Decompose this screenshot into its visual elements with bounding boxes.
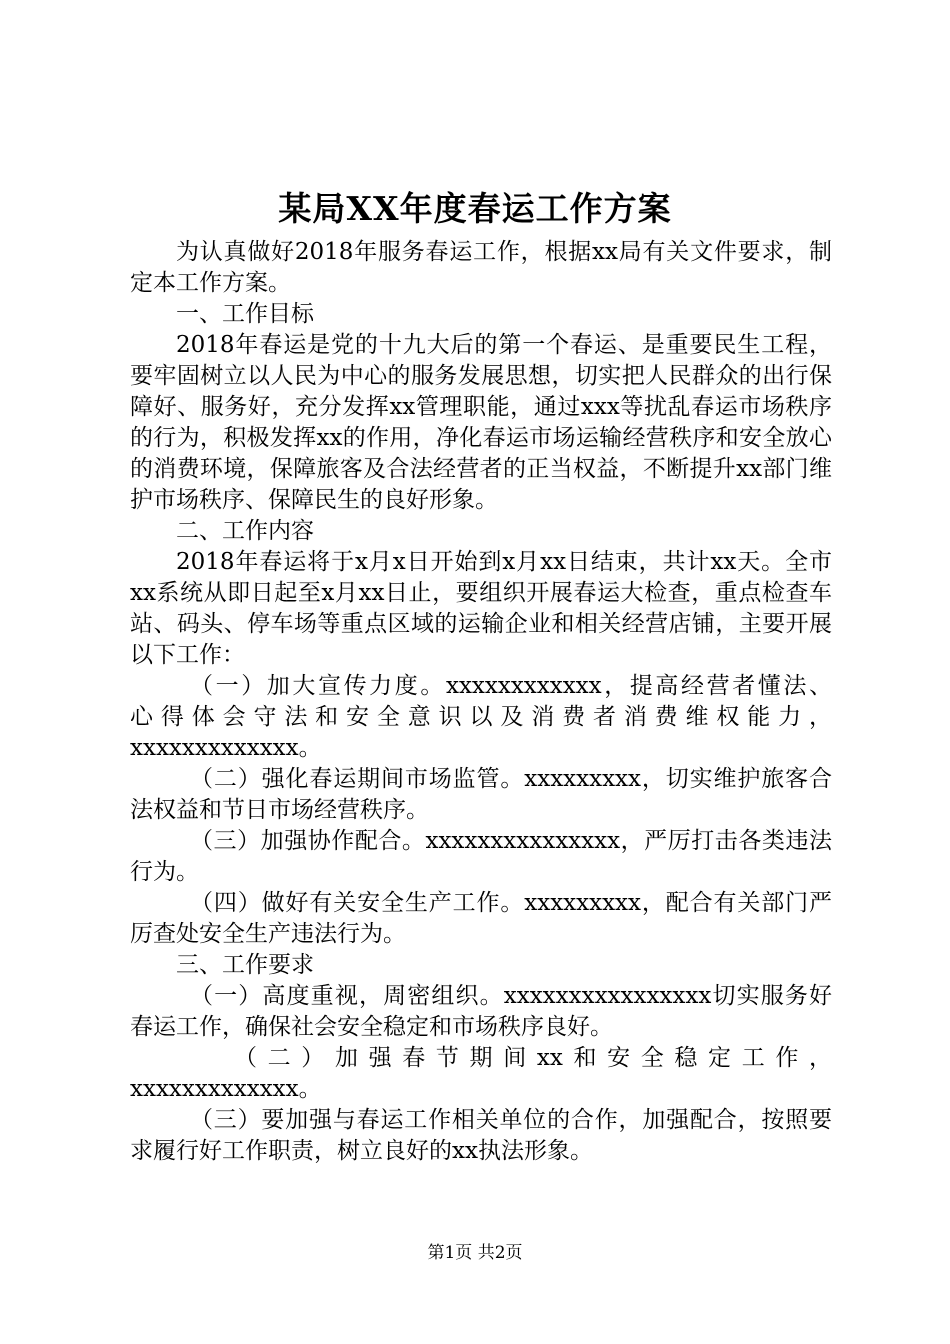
intro-paragraph: 为认真做好2018年服务春运工作，根据xx局有关文件要求，制定本工作方案。 xyxy=(130,239,832,296)
document-title: 某局XX年度春运工作方案 xyxy=(278,189,672,228)
goals-paragraph: 2018年春运是党的十九大后的第一个春运、是重要民生工程，要牢固树立以人民为中心的服务发展思想，切实把人民群众的出行保障好、服务好，充分发挥xx管理职能，通过xxx等扰乱春运市场秩序的行为，积极发挥xx的作用，净化春运市场运输经营秩序和安全放心的消费环境，保障旅客及合法经营者的正当权益，不断提升xx部门维护市场秩序、保障民生的良好形象。 xyxy=(130,332,832,513)
page-footer: 第1页 共2页 xyxy=(427,1243,523,1263)
section-heading-goals: 一、工作目标 xyxy=(176,301,314,327)
section-heading-requirements: 三、工作要求 xyxy=(176,952,314,978)
section-heading-content: 二、工作内容 xyxy=(176,518,314,544)
requirement-item-3: （三）要加强与春运工作相关单位的合作，加强配合，按照要求履行好工作职责，树立良好的xx执法形象。 xyxy=(130,1107,832,1164)
content-item-1-line-2: 心得体会守法和安全意识以及消费者消费维权能力，xxxxxxxxxxxxx。 xyxy=(130,704,832,761)
content-item-3: （三）加强协作配合。xxxxxxxxxxxxxxx，严厉打击各类违法行为。 xyxy=(130,828,832,885)
requirement-item-1: （一）高度重视，周密组织。xxxxxxxxxxxxxxxx切实服务好春运工作，确保社会安全稳定和市场秩序良好。 xyxy=(130,983,832,1040)
requirement-item-2-line-1: （二）加强春节期间xx和安全稳定工作， xyxy=(234,1045,832,1071)
content-paragraph: 2018年春运将于x月x日开始到x月xx日结束，共计xx天。全市xx系统从即日起至x月xx日止，要组织开展春运大检查，重点检查车站、码头、停车场等重点区域的运输企业和相关经营店铺，主要开展以下工作： xyxy=(130,549,832,668)
content-item-2: （二）强化春运期间市场监管。xxxxxxxxx，切实维护旅客合法权益和节日市场经营秩序。 xyxy=(130,766,832,823)
document-body xyxy=(130,237,832,1167)
requirement-item-2-line-2: xxxxxxxxxxxxx。 xyxy=(130,1076,322,1102)
content-item-4: （四）做好有关安全生产工作。xxxxxxxxx，配合有关部门严厉查处安全生产违法行为。 xyxy=(130,890,832,947)
content-item-1-line-1: （一）加大宣传力度。xxxxxxxxxxxx，提高经营者懂法、 xyxy=(190,673,832,699)
